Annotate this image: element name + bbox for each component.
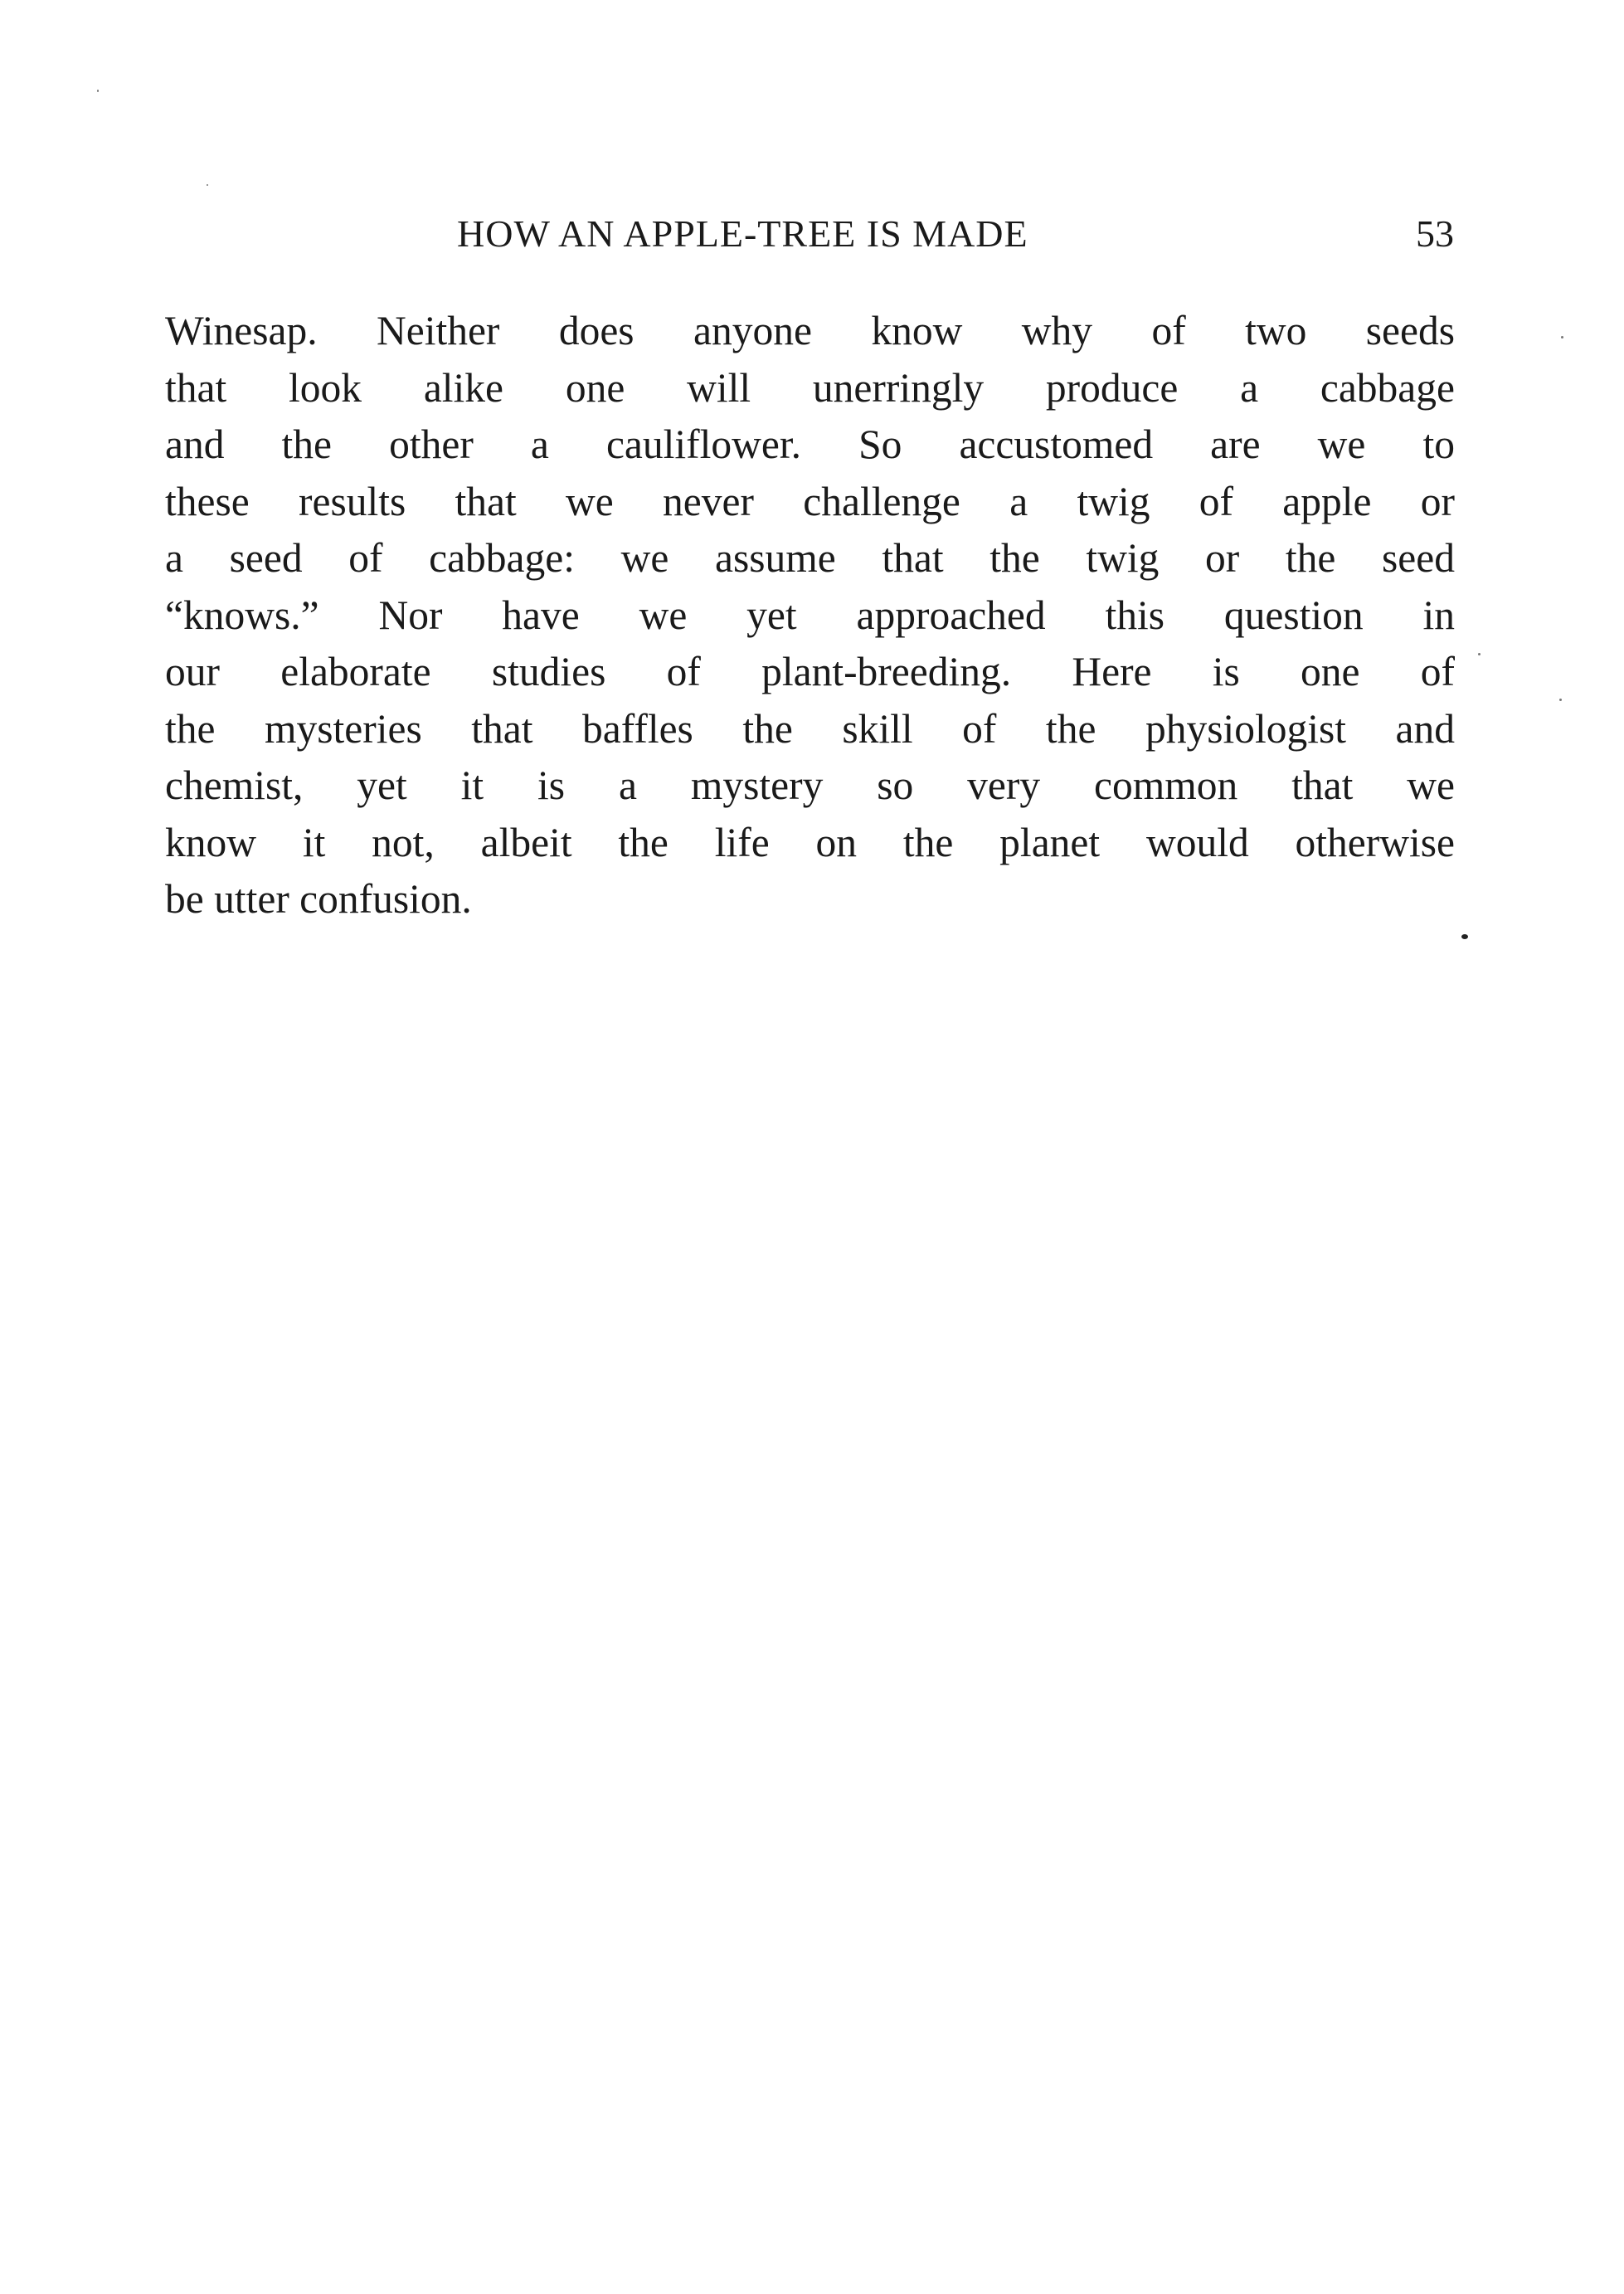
text-line: know it not, albeit the life on the planet would otherwise xyxy=(165,819,1455,865)
text-line: the mysteries that baffles the skill of the physiologist and xyxy=(165,705,1455,752)
running-title: HOW AN APPLE-TREE IS MADE xyxy=(457,212,1028,255)
body-paragraph xyxy=(165,303,1455,928)
running-head xyxy=(0,209,1624,259)
scan-speck xyxy=(1559,699,1562,701)
text-line: “knows.” Nor have we yet approached this question in xyxy=(165,592,1455,638)
text-line: Winesap. Neither does anyone know why of two seeds xyxy=(165,308,1455,353)
text-line: be utter confusion. xyxy=(165,876,472,922)
text-line: chemist, yet it is a mystery so very common that we xyxy=(165,762,1455,808)
text-line: these results that we never challenge a twig of apple or xyxy=(165,478,1455,524)
text-line: our elaborate studies of plant-breeding. Here is one of xyxy=(165,649,1455,694)
text-line: that look alike one will unerringly produce a cabbage xyxy=(165,364,1455,411)
scan-speck xyxy=(1461,934,1468,939)
page-number: 53 xyxy=(1416,212,1454,255)
scan-speck xyxy=(97,90,99,92)
text-line: a seed of cabbage: we assume that the twig or the seed xyxy=(165,535,1455,581)
text-line: and the other a cauliflower. So accustomed are we to xyxy=(165,421,1455,467)
scan-speck xyxy=(207,184,208,186)
scan-speck xyxy=(1478,653,1481,655)
scan-speck xyxy=(1561,336,1563,338)
